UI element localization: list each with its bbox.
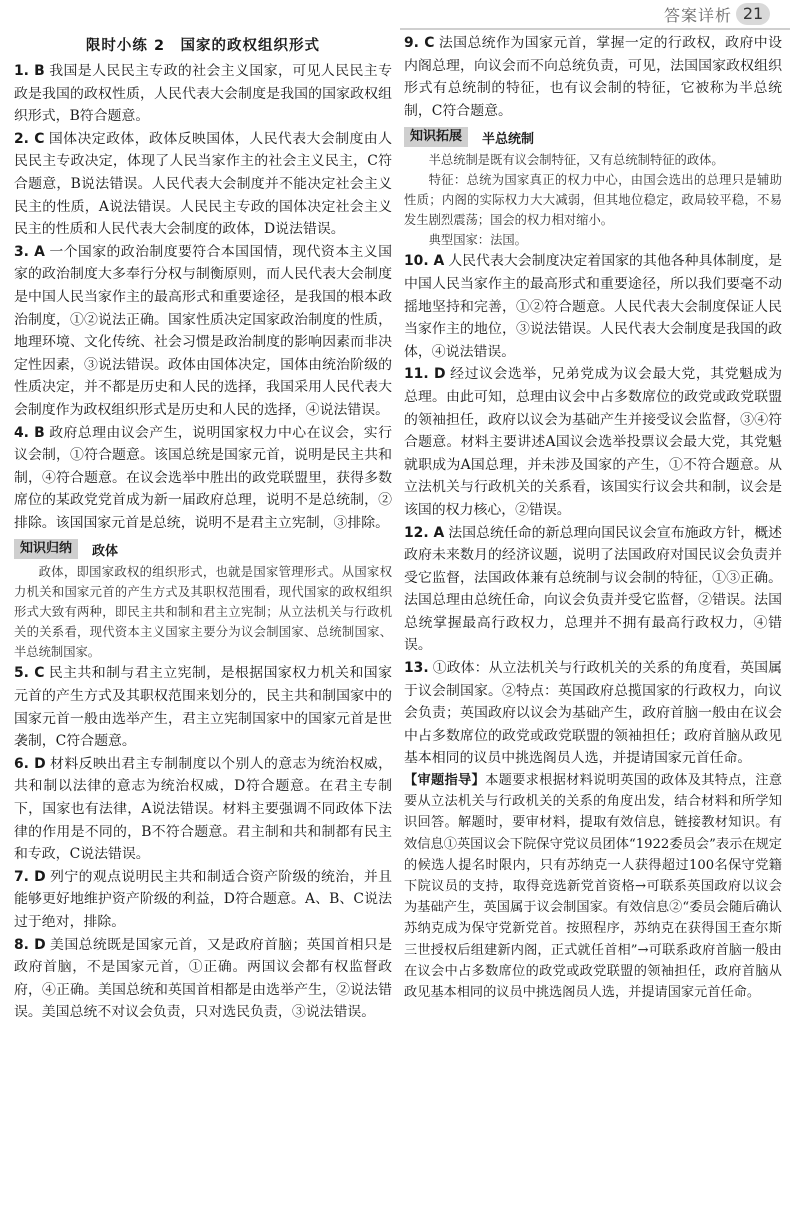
answer-item xyxy=(404,657,782,770)
answer-number: 5. C xyxy=(14,665,45,682)
answer-number: 1. B xyxy=(14,63,45,79)
answer-item xyxy=(14,934,392,1024)
answer-text: 材料反映出君主专制制度以个别人的意志为统治权威，共和制以法律的意志为统治权威，D符合题意。在君主专制下，国家也有法律，A说法错误。材料主要强调不同政体下法律的作用是不同的，B不符合题意。君主制和共和制都有民主和专政，C说法错误。 xyxy=(14,755,392,863)
answer-text: 法国总统作为国家元首，掌握一定的行政权，政府中设内阁总理，向议会而不向总统负责，可见，法国国家政权组织形式有总统制的特征，也有议会制的特征，它被称为半总统制，C符合题意。 xyxy=(404,35,782,119)
guide-tag: 【审题指导】 xyxy=(404,773,486,789)
answer-text: 政府总理由议会产生，说明国家权力中心在议会，实行议会制，①符合题意。该国总统是国家元首，说明是民主共和制，④符合题意。在议会选举中胜出的政党联盟里，获得多数席位的某政党党首成为新一届政府总理，说明不是总统制，②排除。该国国家元首是总统，说明不是君主立宪制，③排除。 xyxy=(14,424,392,531)
left-column xyxy=(14,32,392,1024)
header-rule xyxy=(400,28,790,30)
answer-item xyxy=(14,128,392,241)
answer-number: 6. D xyxy=(14,755,46,772)
answer-item xyxy=(404,32,782,122)
header-title: 答案详析 xyxy=(663,6,732,25)
extension-box-header xyxy=(404,126,782,148)
answer-item xyxy=(14,753,392,866)
knowledge-box-header xyxy=(14,538,392,560)
knowledge-tag: 知识归纳 xyxy=(14,539,78,559)
answer-text: 我国是人民民主专政的社会主义国家，可见人民民主专政是我国的政权性质，人民代表大会制度是我国的国家政权组织形式，B符合题意。 xyxy=(14,63,392,125)
answer-item xyxy=(404,363,782,521)
right-column xyxy=(404,32,782,1003)
extension-text: 半总统制是既有议会制特征，又有总统制特征的政体。 xyxy=(428,153,724,168)
guide-text: 本题要求根据材料说明英国的政体及其特点，注意要从立法机关与行政机关的关系的角度出发，结合材料和所学知识回答。解题时，要审材料，提取有效信息，链接教材知识。有效信息①英国议会下院保守党议员团体“1922委员会”表示在规定的候选人提名时限内，只有苏纳克一人获得超过100名保守党籍下院议员的支持，取得竞选新党首资格→可联系英国政府以议会为基础产生，英国属于议会制国家。有效信息②“委员会随后确认苏纳克成为保守党新党首。按照程序，苏纳克在获得国王查尔斯三世授权后组建新内阁，正式就任首相”→可联系政府首脑一般由在议会中占多数席位的政党或政党联盟的领袖担任，政府首脑从政见基本相同的议员中挑选阁员人选，并提请国家元首任命。 xyxy=(404,773,783,1001)
section-title: 限时小练 2 国家的政权组织形式 xyxy=(85,38,321,54)
answer-text: 人民代表大会制度决定着国家的其他各种具体制度，是中国人民当家作主的最高形式和重要途径，所以我们要毫不动摇地坚持和完善，①②符合题意。人民代表大会制度保证人民当家作主的地位，③说法错误。人民代表大会制度是我国的政体，④说法错误。 xyxy=(404,253,782,360)
answer-number: 12. A xyxy=(404,524,445,541)
answer-text: 国体决定政体，政体反映国体，人民代表大会制度由人民民主专政决定，体现了人民当家作主的社会主义民主，C符合题意，B说法错误。人民代表大会制度并不能决定社会主义民主的性质，A说法错误。人民民主专政的国体决定社会主义民主的性质和人民代表大会制度的政体，D说法错误。 xyxy=(14,130,392,238)
answer-number: 4. B xyxy=(14,424,45,441)
page-header xyxy=(0,0,790,28)
extension-title: 半总统制 xyxy=(482,131,535,147)
answer-text: 美国总统既是国家元首，又是政府首脑；英国首相只是政府首脑，不是国家元首，①正确。两国议会都有权监督政府，④正确。美国总统和英国首相都是由选举产生，②说法错误。美国总统不对议会负责，只对选民负责，③说法错误。 xyxy=(14,936,392,1021)
page-number-badge: 21 xyxy=(736,3,770,25)
answer-text: 法国总统任命的新总理向国民议会宣布施政方针，概述政府未来数月的经济议题，说明了法国政府对国民议会负责并受它监督，法国政体兼有总统制与议会制的特征，①③正确。法国总理由总统任命，向议会负责并受它监督，②错误。法国总统掌握最高行政权力，总理并不拥有最高行政权力，④错误。 xyxy=(404,524,782,654)
extension-text: 典型国家：法国。 xyxy=(428,233,527,248)
answer-text: 列宁的观点说明民主共和制适合资产阶级的统治，并且能够更好地维护资产阶级的利益，D符合题意。A、B、C说法过于绝对，排除。 xyxy=(14,868,392,930)
answer-number: 13. xyxy=(404,660,429,677)
answer-item xyxy=(14,866,392,934)
extension-text: 特征：总统为国家真正的权力中心，由国会选出的总理只是辅助性质；内阁的实际权力大大减弱，但其地位稳定，政局较平稳，不易发生剧烈震荡；国会的权力相对缩小。 xyxy=(404,173,782,228)
answer-item xyxy=(404,522,782,658)
answer-item xyxy=(404,250,782,363)
knowledge-text: 政体，即国家政权的组织形式，也就是国家管理形式。从国家权力机关和国家元首的产生方式及其职权范围看，现代国家的政权组织形式大致有两种，即民主共和制和君主立宪制；从立法机关与行政机关的关系看，现代资本主义国家主要分为议会制国家、总统制国家、半总统制国家。 xyxy=(14,565,392,660)
answer-number: 8. D xyxy=(14,936,46,953)
answer-text: 民主共和制与君主立宪制，是根据国家权力机关和国家元首的产生方式及其职权范围来划分的，民主共和制国家中的国家元首一般由选举产生，君主立宪制国家中的国家元首是世袭制，C符合题意。 xyxy=(14,665,392,750)
answer-item xyxy=(14,422,392,535)
answer-number: 9. C xyxy=(404,35,435,51)
answer-number: 7. D xyxy=(14,868,46,885)
answer-text: 一个国家的政治制度要符合本国国情，现代资本主义国家的政治制度大多奉行分权与制衡原则，而人民代表大会制度是中国人民当家作主的最高形式和重要途径，是我国的根本政治制度，①②说法正确。国家性质决定国家政治制度的性质，地理环境、文化传统、社会习惯是政治制度的影响因素而非决定性因素，③说法错误。政体由国体决定，国体由统治阶级的性质决定，并不都是历史和人民的选择，我国采用人民代表大会制度作为政权组织形式是历史和人民的选择，④说法错误。 xyxy=(14,243,392,418)
extension-tag: 知识拓展 xyxy=(404,127,468,147)
answer-item xyxy=(14,662,392,752)
answer-number: 3. A xyxy=(14,243,45,260)
answer-item xyxy=(14,60,392,128)
answer-number: 11. D xyxy=(404,366,446,383)
answer-text: ①政体：从立法机关与行政机关的关系的角度看，英国属于议会制国家。②特点：英国政府总揽国家的行政权力，向议会负责；英国政府以议会为基础产生，政府首脑一般由在议会中占多数席位的政党或政党联盟的领袖担任；政府首脑从政见基本相同的议员中挑选阁员人选，并提请国家元首任命。 xyxy=(404,660,782,767)
knowledge-title: 政体 xyxy=(92,543,119,559)
exam-guide xyxy=(404,770,782,1003)
answer-item xyxy=(14,241,392,422)
answer-number: 2. C xyxy=(14,130,45,147)
answer-number: 10. A xyxy=(404,253,445,270)
answer-text: 经过议会选举，兄弟党成为议会最大党，其党魁成为总理。由此可知，总理由议会中占多数席位的政党或政党联盟的领袖担任，政府以议会为基础产生并接受议会监督，③④符合题意。材料主要讲述A国议会选举投票议会最大党，其党魁就职成为A国总理，并未涉及国家的产生，①不符合题意。从立法机关与行政机关的关系看，该国实行议会共和制，议会是该国的权力核心，②错误。 xyxy=(404,366,782,518)
